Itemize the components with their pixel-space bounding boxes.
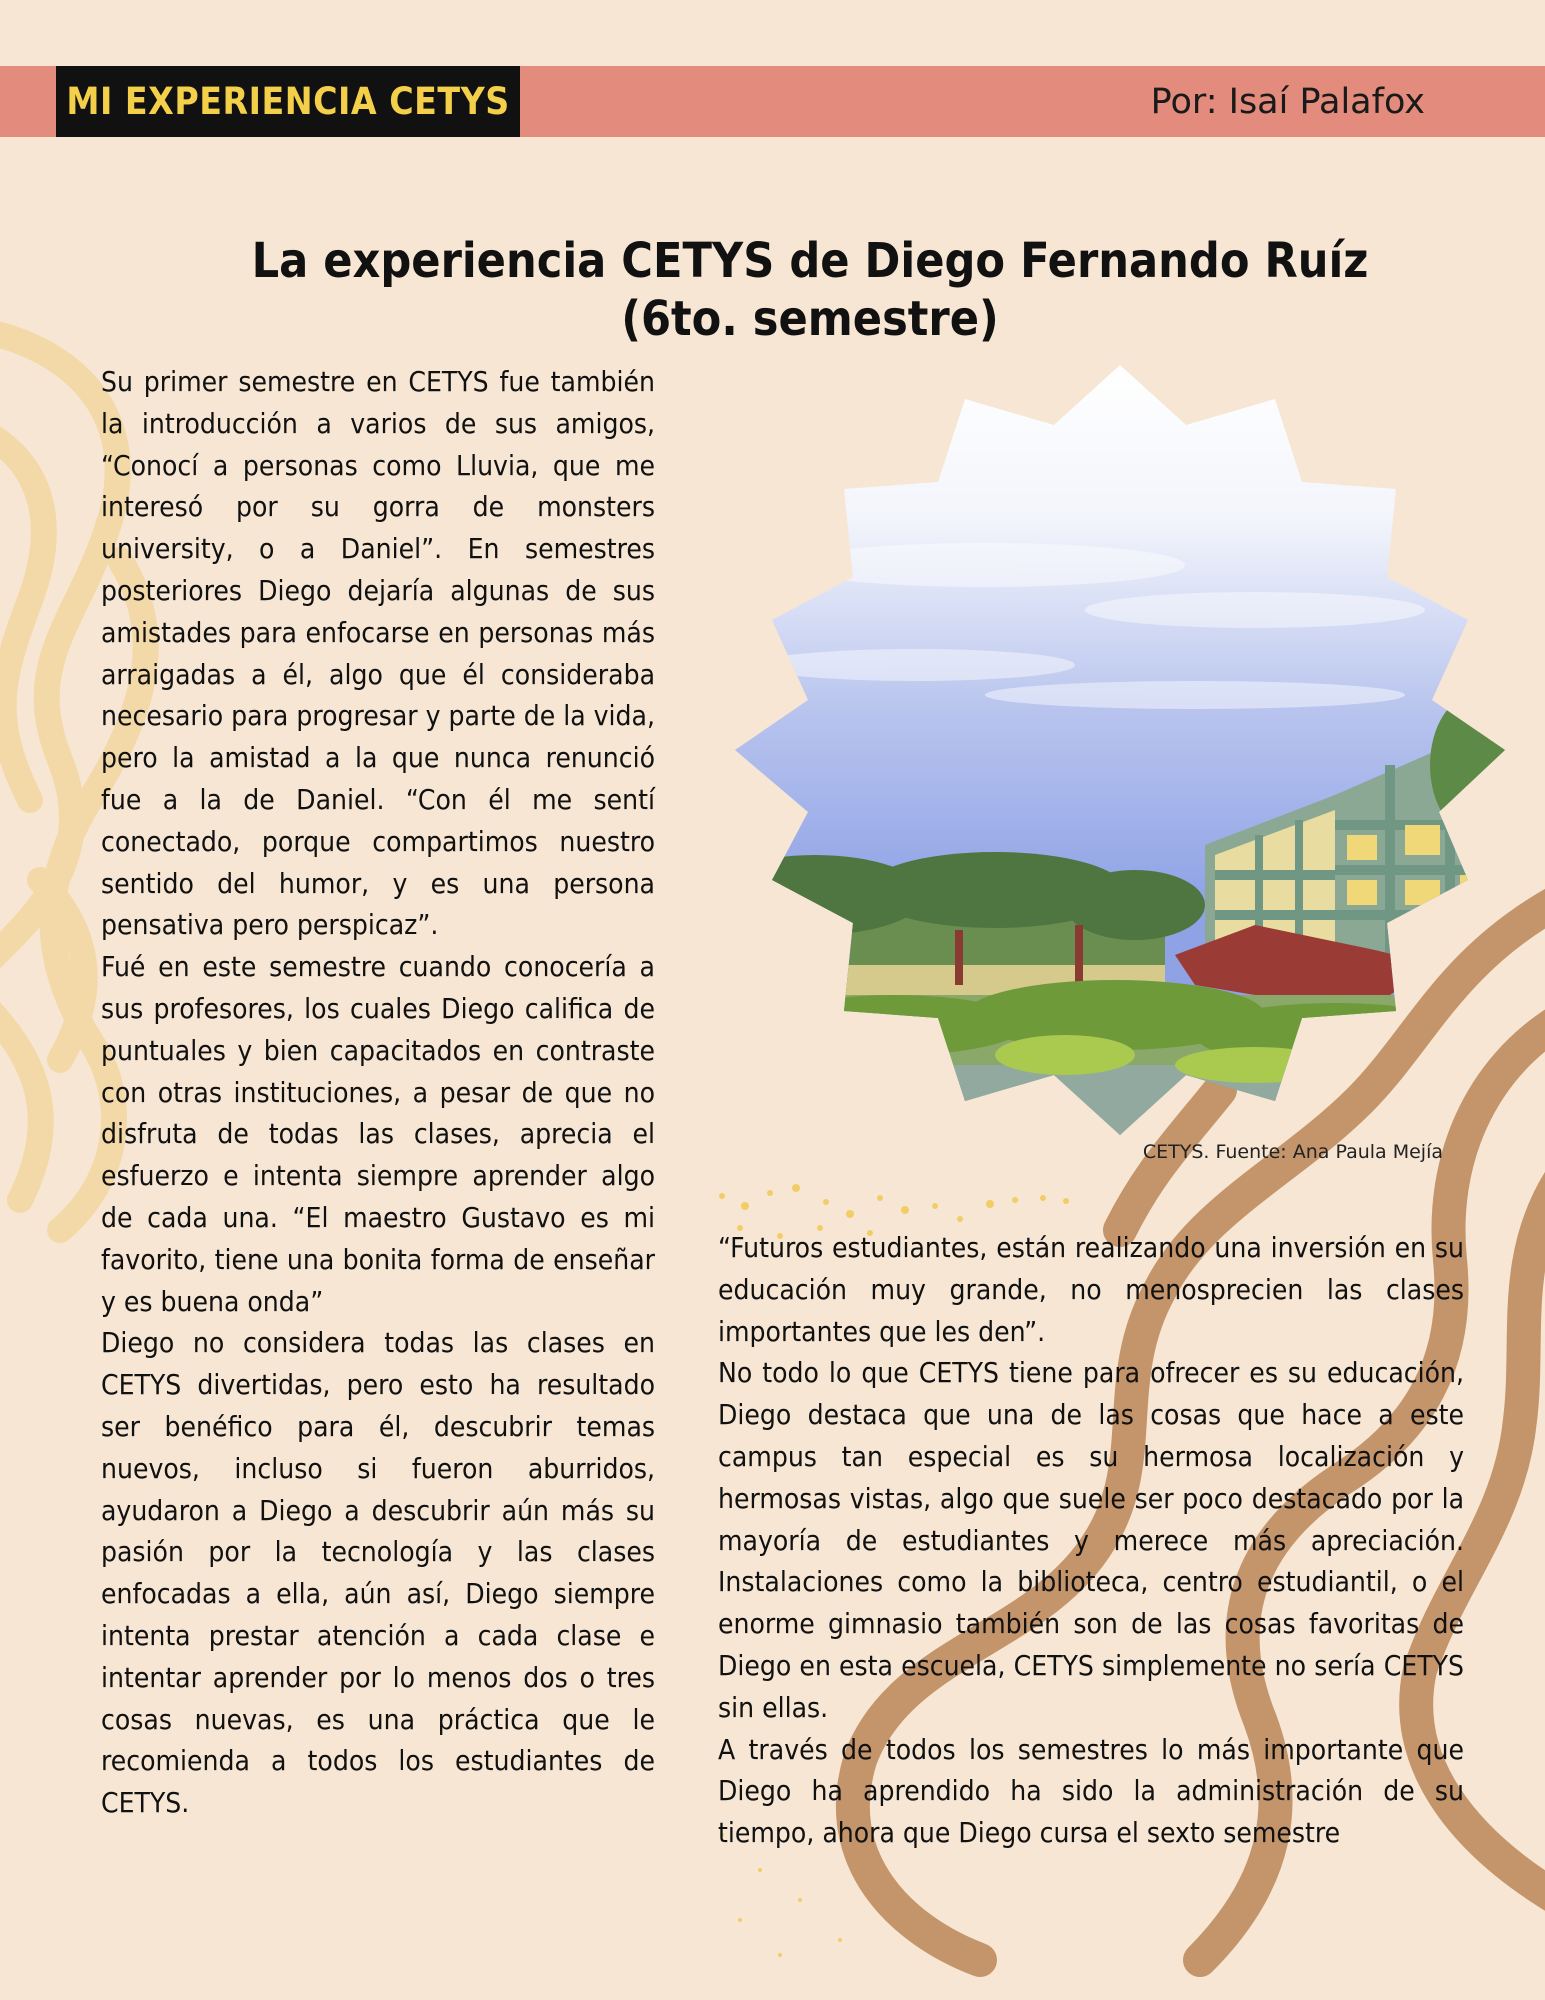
section-tag-label: MI EXPERIENCIA CETYS: [66, 80, 510, 123]
paragraph: Su primer semestre en CETYS fue también la introducción a varios de sus amigos, “Conocí a personas como Lluvia, que me interesó por su gorra de monsters university, o a Daniel”. En semestres posteriores Diego dejaría algunas de sus amistades para enfocarse en personas más arraigadas a él, algo que él consideraba necesario para progresar y parte de la vida, pero la amistad a la que nunca renunció fue a la de Daniel. “Con él me sentí conectado, porque compartimos nuestro sentido del humor, y es una persona pensativa pero perspicaz”.: [101, 365, 655, 942]
right-column: [718, 1227, 1464, 1854]
campus-illustration: [735, 365, 1505, 1135]
photo-caption: CETYS. Fuente: Ana Paula Mejía: [1142, 1141, 1443, 1163]
paragraph: “Futuros estudiantes, están realizando una inversión en su educación muy grande, no menosprecien las clases importantes que les den”.: [718, 1231, 1464, 1348]
author-byline: Por: Isaí Palafox: [1150, 81, 1425, 122]
section-tag: [56, 66, 520, 137]
paragraph: A través de todos los semestres lo más importante que Diego ha aprendido ha sido la administración de su tiempo, ahora que Diego cursa el sexto semestre: [718, 1732, 1464, 1850]
article-title: La experiencia CETYS de Diego Fernando Ruíz (6to. semestre): [251, 233, 1369, 348]
left-column: [101, 361, 655, 1824]
paragraph: Fué en este semestre cuando conocería a sus profesores, los cuales Diego califica de puntuales y bien capacitados en contraste con otras instituciones, a pesar de que no disfruta de todas las clases, aprecia el esfuerzo e intenta siempre aprender algo de cada una. “El maestro Gustavo es mi favorito, tiene una bonita forma de enseñar y es buena onda”: [101, 950, 655, 1318]
paragraph: No todo lo que CETYS tiene para ofrecer es su educación, Diego destaca que una de las cosas que hace a este campus tan especial es su hermosa localización y hermosas vistas, algo que suele ser poco destacado por la mayoría de estudiantes y merece más apreciación. Instalaciones como la biblioteca, centro estudiantil, o el enorme gimnasio también son de las cosas favoritas de Diego en esta escuela, CETYS simplemente no sería CETYS sin ellas.: [718, 1356, 1464, 1724]
paragraph: Diego no considera todas las clases en CETYS divertidas, pero esto ha resultado ser benéfico para él, descubrir temas nuevos, incluso si fueron aburridos, ayudaron a Diego a descubrir aún más su pasión por la tecnología y las clases enfocadas a ella, aún así, Diego siempre intenta prestar atención a cada clase e intentar aprender por lo menos dos o tres cosas nuevas, es una práctica que le recomienda a todos los estudiantes de CETYS.: [101, 1326, 655, 1820]
